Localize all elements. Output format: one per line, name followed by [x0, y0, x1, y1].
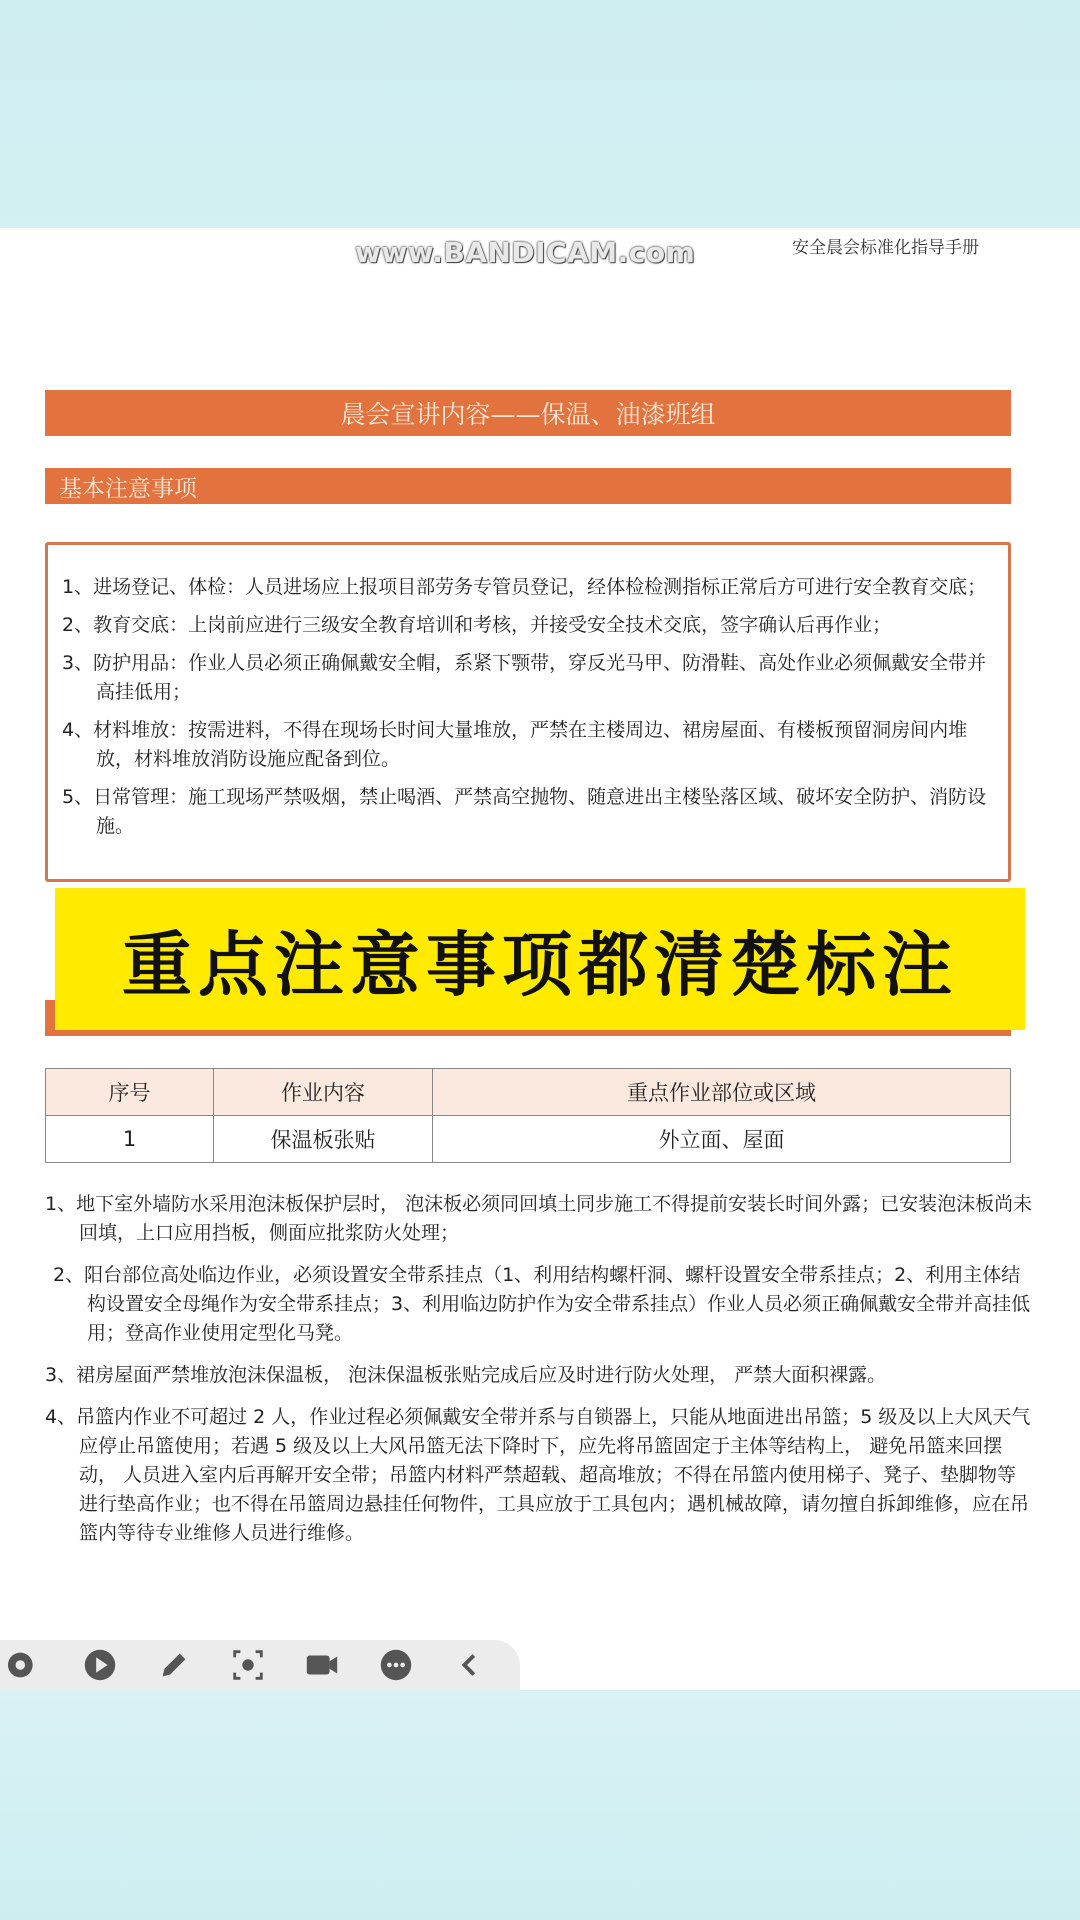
table-row — [46, 1116, 1011, 1163]
recorder-toolbar — [0, 1640, 520, 1690]
play-icon — [81, 1646, 119, 1684]
highlight-caption: 重点注意事项都清楚标注 — [55, 888, 1025, 1030]
key-notes-list — [45, 1190, 1035, 1561]
table-header-row — [46, 1069, 1011, 1116]
col-header-work: 作业内容 — [214, 1069, 433, 1116]
screenshot-button[interactable] — [222, 1645, 274, 1685]
list-item: 3、裙房屋面严禁堆放泡沫保温板， 泡沫保温板张贴完成后应及时进行防火处理， 严禁大面积裸露。 — [45, 1364, 887, 1386]
notice-box — [45, 542, 1011, 882]
camera-icon — [303, 1646, 341, 1684]
section-basic-notes: 基本注意事项 — [45, 468, 1011, 504]
play-button[interactable] — [74, 1645, 126, 1685]
cell-index: 1 — [46, 1116, 214, 1163]
col-header-index: 序号 — [46, 1069, 214, 1116]
record-icon — [7, 1646, 45, 1684]
collapse-button[interactable] — [444, 1645, 496, 1685]
running-header: 安全晨会标准化指导手册 — [792, 238, 979, 258]
page-title: 晨会宣讲内容——保温、油漆班组 — [45, 390, 1011, 436]
more-button[interactable] — [370, 1645, 422, 1685]
key-work-table — [45, 1068, 1011, 1163]
screenshot-icon — [229, 1646, 267, 1684]
list-item: 1、地下室外墙防水采用泡沫板保护层时， 泡沫板必须同回填土同步施工不得提前安装长时间外露；已安装泡沫板尚未回填，上口应用挡板，侧面应批浆防火处理； — [45, 1193, 1033, 1244]
background-bottom — [0, 1690, 1080, 1920]
notice-item: 4、材料堆放：按需进料，不得在现场长时间大量堆放，严禁在主楼周边、裙房屋面、有楼板预留洞房间内堆放，材料堆放消防设施应配备到位。 — [62, 719, 968, 770]
recorder-watermark: www.BANDICAM.com — [355, 236, 696, 269]
pen-icon — [155, 1646, 193, 1684]
notice-item: 5、日常管理：施工现场严禁吸烟，禁止喝酒、严禁高空抛物、随意进出主楼坠落区域、破坏安全防护、消防设施。 — [62, 786, 987, 837]
notice-item: 1、进场登记、体检：人员进场应上报项目部劳务专管员登记，经体检检测指标正常后方可进行安全教育交底； — [62, 576, 987, 598]
notice-item: 3、防护用品：作业人员必须正确佩戴安全帽，系紧下颚带，穿反光马甲、防滑鞋、高处作业必须佩戴安全带并高挂低用； — [62, 652, 987, 703]
more-icon — [377, 1646, 415, 1684]
notice-item: 2、教育交底：上岗前应进行三级安全教育培训和考核，并接受安全技术交底，签字确认后再作业； — [62, 614, 892, 636]
cell-area: 外立面、屋面 — [433, 1116, 1011, 1163]
list-item: 2、阳台部位高处临边作业，必须设置安全带系挂点（1、利用结构螺杆洞、螺杆设置安全带系挂点；2、利用主体结构设置安全母绳作为安全带系挂点；3、利用临边防护作为安全带系挂点）作业人员必须正确佩戴安全带并高挂低用；登高作业使用定型化马凳。 — [53, 1264, 1031, 1344]
pen-button[interactable] — [148, 1645, 200, 1685]
cell-work: 保温板张贴 — [214, 1116, 433, 1163]
list-item: 4、吊篮内作业不可超过 2 人，作业过程必须佩戴安全带并系与自锁器上，只能从地面进出吊篮；5 级及以上大风天气应停止吊篮使用；若遇 5 级及以上大风吊篮无法下降时下，应先将吊篮固定于主体等结构上， 避免吊篮来回摆动， 人员进入室内后再解开安全带；吊篮内材料严禁超载、超高堆放；不得在吊篮内使用梯子、凳子、垫脚物等进行垫高作业；也不得在吊篮周边悬挂任何物件，工具应放于工具包内；遇机械故障，请勿擅自拆卸维修，应在吊篮内等待专业维修人员进行维修。 — [45, 1406, 1031, 1544]
record-button[interactable] — [0, 1645, 52, 1685]
col-header-area: 重点作业部位或区域 — [433, 1069, 1011, 1116]
collapse-icon — [451, 1646, 489, 1684]
camera-button[interactable] — [296, 1645, 348, 1685]
